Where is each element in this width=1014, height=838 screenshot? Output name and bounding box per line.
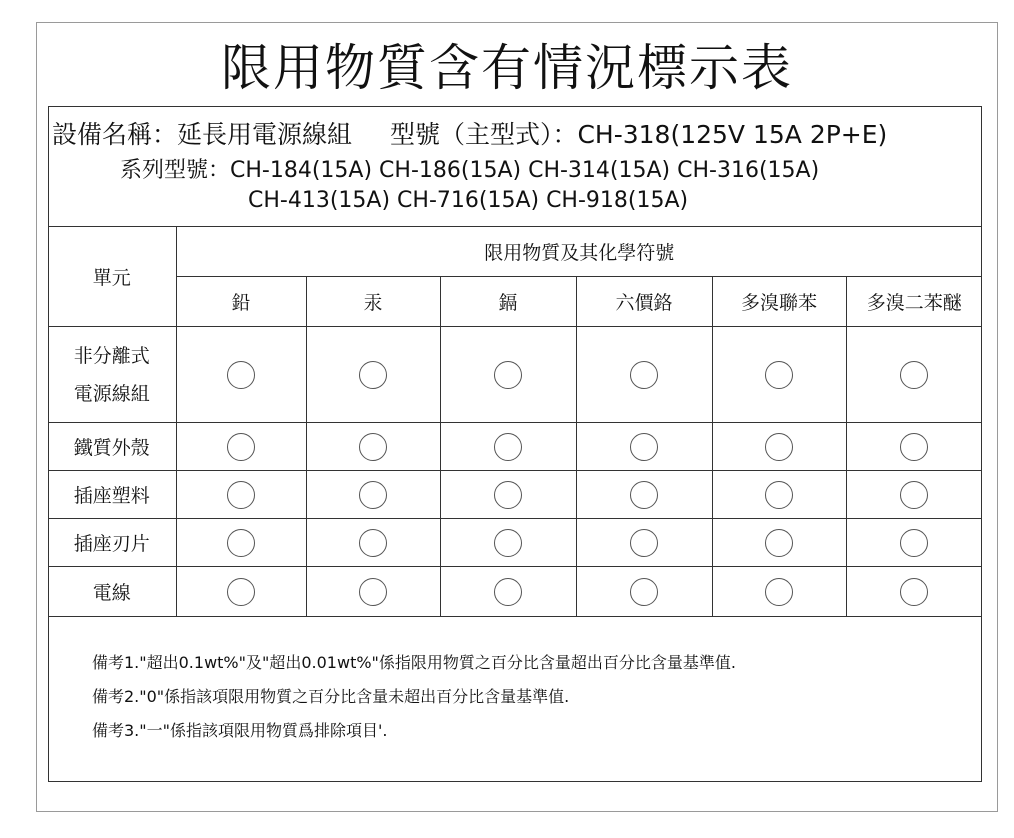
compliance-mark <box>176 519 306 567</box>
series-line-2 <box>248 186 688 216</box>
row-label: 電線 <box>48 567 176 617</box>
compliance-mark <box>712 327 846 423</box>
compliance-mark <box>306 327 440 423</box>
series-line-1 <box>120 156 819 186</box>
row-label: 鐵質外殼 <box>48 423 176 471</box>
column-header: 汞 <box>306 277 440 327</box>
table-row <box>48 567 982 617</box>
compliance-mark <box>846 471 982 519</box>
substances-header: 限用物質及其化學符號 <box>176 227 982 277</box>
column-header: 六價鉻 <box>576 277 712 327</box>
row-label: 插座刃片 <box>48 519 176 567</box>
compliance-mark <box>306 567 440 617</box>
compliance-mark <box>576 567 712 617</box>
column-header: 鎘 <box>440 277 576 327</box>
compliance-mark <box>176 471 306 519</box>
model-value: CH-318(125V 15A 2P+E) <box>577 120 888 149</box>
compliance-mark <box>576 327 712 423</box>
compliance-mark <box>440 567 576 617</box>
column-header: 多溴二苯醚 <box>846 277 982 327</box>
column-header: 多溴聯苯 <box>712 277 846 327</box>
compliance-mark <box>712 471 846 519</box>
compliance-mark <box>440 423 576 471</box>
series-models-2: CH-413(15A) CH-716(15A) CH-918(15A) <box>248 188 689 213</box>
compliance-mark <box>176 567 306 617</box>
compliance-mark <box>306 471 440 519</box>
compliance-mark <box>440 471 576 519</box>
remark-1: 備考1."超出0.1wt%"及"超出0.01wt%"係指限用物質之百分比含量超出百分比含量基準值. <box>92 653 736 672</box>
compliance-mark <box>576 423 712 471</box>
equipment-name-label: 設備名稱： <box>52 120 178 149</box>
compliance-mark <box>576 519 712 567</box>
document-title: 限用物質含有情況標示表 <box>221 39 793 97</box>
compliance-mark <box>846 423 982 471</box>
table-row <box>48 423 982 471</box>
compliance-mark <box>440 327 576 423</box>
row-label <box>48 327 176 423</box>
row-label: 插座塑料 <box>48 471 176 519</box>
compliance-mark <box>712 567 846 617</box>
column-header: 鉛 <box>176 277 306 327</box>
table-row <box>48 471 982 519</box>
compliance-mark <box>712 519 846 567</box>
row-label-line: 非分離式 <box>73 344 150 367</box>
series-models-1: CH-184(15A) CH-186(15A) CH-314(15A) CH-316(15A) <box>230 158 820 183</box>
compliance-mark <box>846 519 982 567</box>
table-row <box>48 519 982 567</box>
compliance-mark <box>176 423 306 471</box>
compliance-mark <box>306 519 440 567</box>
compliance-mark <box>440 519 576 567</box>
unit-header: 單元 <box>48 227 176 327</box>
equipment-line <box>52 118 887 152</box>
model-label: 型號（主型式）： <box>389 120 578 149</box>
compliance-mark <box>846 327 982 423</box>
substance-table <box>48 226 982 617</box>
equipment-name-value: 延長用電源線組 <box>177 120 353 149</box>
remarks <box>92 646 736 748</box>
series-label: 系列型號： <box>120 158 231 183</box>
compliance-mark <box>712 423 846 471</box>
compliance-mark <box>306 423 440 471</box>
compliance-mark <box>576 471 712 519</box>
compliance-mark <box>176 327 306 423</box>
compliance-mark <box>846 567 982 617</box>
remark-3: 備考3."一"係指該項限用物質爲排除項目'. <box>92 721 388 740</box>
table-row <box>48 327 982 423</box>
row-label-line: 電源線組 <box>73 382 150 405</box>
remark-2: 備考2."0"係指該項限用物質之百分比含量未超出百分比含量基準值. <box>92 687 570 706</box>
